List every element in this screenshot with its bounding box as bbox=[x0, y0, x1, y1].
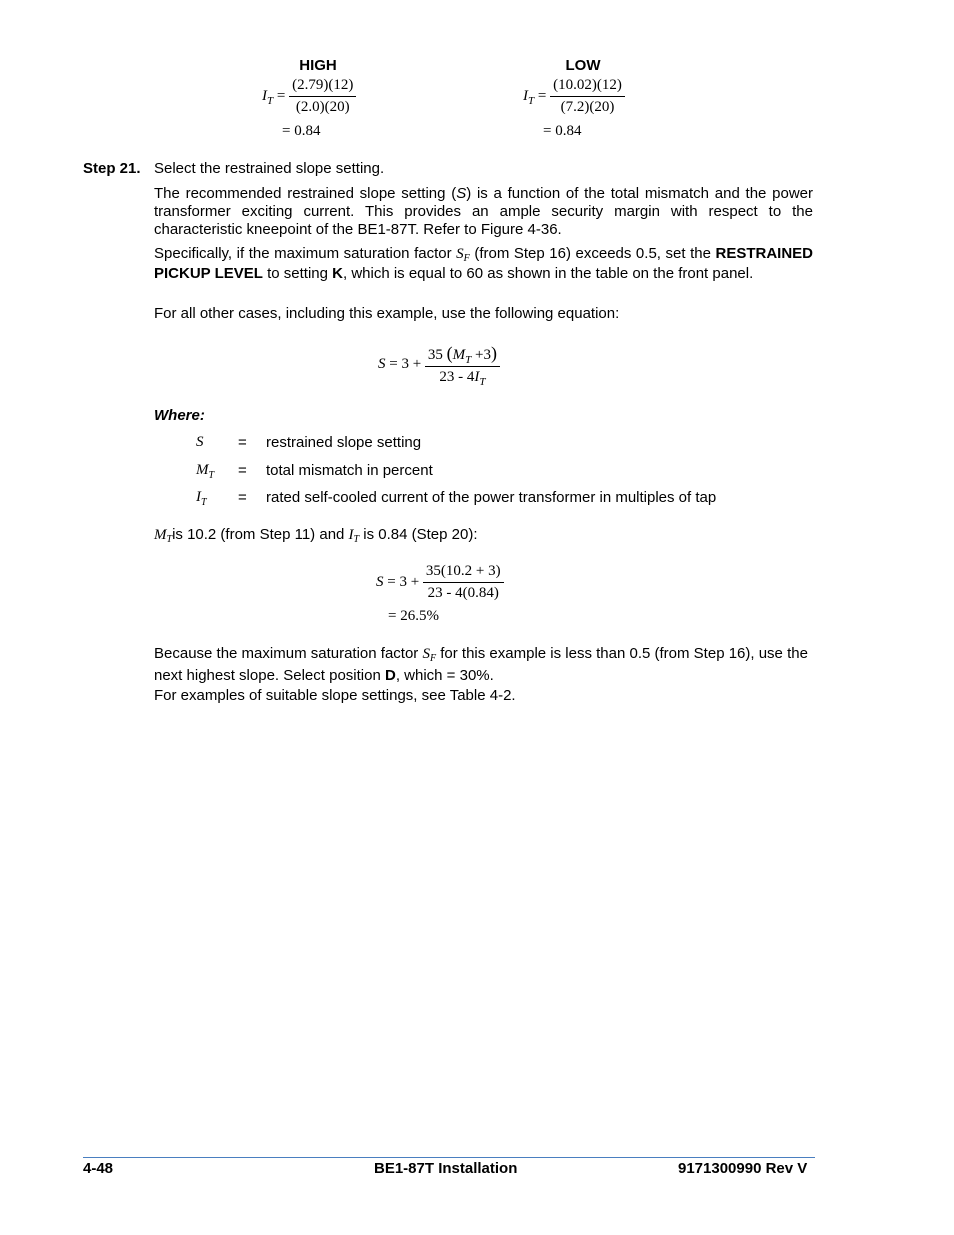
p2-text-c: to setting bbox=[262, 265, 333, 282]
low-numerator: (10.02)(12) bbox=[550, 77, 625, 97]
eq2-lhs: S bbox=[376, 573, 384, 590]
def-it-text: rated self-cooled current of the power transformer in multiples of tap bbox=[266, 489, 717, 506]
high-equation bbox=[262, 77, 356, 116]
eq2-prefix: = 3 + bbox=[387, 573, 420, 590]
def-s-text: restrained slope setting bbox=[266, 434, 422, 451]
low-eq-sign: = bbox=[537, 87, 547, 104]
def-row-s bbox=[154, 434, 814, 456]
eq1-denominator: $23 - 4I_T$ bbox=[439, 369, 486, 388]
slope-calculation bbox=[376, 563, 504, 602]
paragraph-saturation bbox=[154, 245, 813, 283]
def-s-symbol: S bbox=[196, 434, 204, 450]
footer-rule bbox=[83, 1157, 815, 1158]
def-mt-eq: = bbox=[238, 462, 247, 479]
high-lhs-sub: T bbox=[267, 94, 274, 107]
def-row-mt bbox=[154, 462, 814, 484]
def-it-eq: = bbox=[238, 489, 247, 506]
paragraph-table-reference: For examples of suitable slope settings, see Table 4-2. bbox=[154, 687, 516, 704]
slope-equation bbox=[378, 343, 500, 386]
low-result: = 0.84 bbox=[543, 123, 582, 139]
p2-text-b: (from Step 16) exceeds 0.5, set the bbox=[469, 245, 716, 262]
p1-symbol-s: S bbox=[456, 185, 467, 202]
eq2-result: = 26.5% bbox=[388, 608, 439, 624]
p2-bold-k: K bbox=[332, 265, 343, 282]
eq1-fraction bbox=[425, 343, 500, 386]
eq2-numerator: 35(10.2 + 3) bbox=[423, 563, 504, 583]
high-numerator: (2.79)(12) bbox=[289, 77, 356, 97]
high-eq-sign: = bbox=[276, 87, 286, 104]
step-title: Select the restrained slope setting. bbox=[154, 160, 385, 177]
eq2-fraction bbox=[423, 563, 504, 602]
where-label: Where: bbox=[154, 407, 205, 424]
high-denominator: (2.0)(20) bbox=[295, 99, 350, 115]
paragraph-conclusion: Because the maximum saturation factor $S_F$ for this example is less than 0.5 (from Step 16), use the next highest slope. Select position D, which = 30%. bbox=[154, 645, 808, 684]
paragraph-slope-intro bbox=[154, 185, 813, 239]
p2-symbol: S bbox=[456, 246, 464, 262]
low-heading: LOW bbox=[565, 57, 601, 74]
p1-text-b: ) is a function of the total mismatch and the power transformer exciting current. This provides an ample security margin with respect to the characteristic kneepoint of the BE1-87T. Refer to Figure 4-36. bbox=[154, 185, 813, 238]
p2-text-a: Specifically, if the maximum saturation factor bbox=[154, 245, 457, 262]
high-result: = 0.84 bbox=[282, 123, 321, 139]
def-mt-text: total mismatch in percent bbox=[266, 462, 433, 479]
paragraph-other-cases: For all other cases, including this example, use the following equation: bbox=[154, 305, 620, 322]
low-equation bbox=[523, 77, 625, 116]
values-line: $M_Tis$ 10.2 (from Step 11) and $I_T$ is 0.84 (Step 20): bbox=[154, 526, 478, 545]
high-fraction bbox=[289, 77, 356, 116]
p2-symbol-sub: F bbox=[463, 253, 470, 264]
low-fraction bbox=[550, 77, 625, 116]
footer-title: BE1-87T Installation bbox=[374, 1160, 518, 1177]
def-mt-symbol: $M_T$ bbox=[196, 462, 215, 481]
footer-doc-number: 9171300990 Rev V bbox=[678, 1160, 808, 1177]
eq1-numerator: 35 $(M_T +3)$ bbox=[425, 343, 500, 367]
p1-text-a: The recommended restrained slope setting ( bbox=[154, 185, 457, 202]
low-denominator: (7.2)(20) bbox=[560, 99, 615, 115]
p2-bold-setting: RESTRAINED PICKUP LEVEL bbox=[154, 245, 813, 282]
footer-page-number: 4-48 bbox=[83, 1160, 114, 1177]
low-lhs-sub: T bbox=[528, 94, 535, 107]
def-row-it bbox=[154, 489, 814, 511]
p2-text-d: , which is equal to 60 as shown in the table on the front panel. bbox=[342, 265, 754, 282]
step-label: Step 21. bbox=[83, 160, 141, 177]
high-heading: HIGH bbox=[299, 57, 337, 74]
def-it-symbol: $I_T$ bbox=[196, 489, 207, 508]
def-s-eq: = bbox=[238, 434, 247, 451]
eq2-denominator: 23 - 4(0.84) bbox=[427, 585, 499, 601]
eq1-prefix: = 3 + bbox=[389, 355, 422, 372]
high-lhs: I bbox=[262, 87, 267, 104]
eq1-lhs: S bbox=[378, 355, 386, 372]
low-lhs: I bbox=[523, 87, 528, 104]
